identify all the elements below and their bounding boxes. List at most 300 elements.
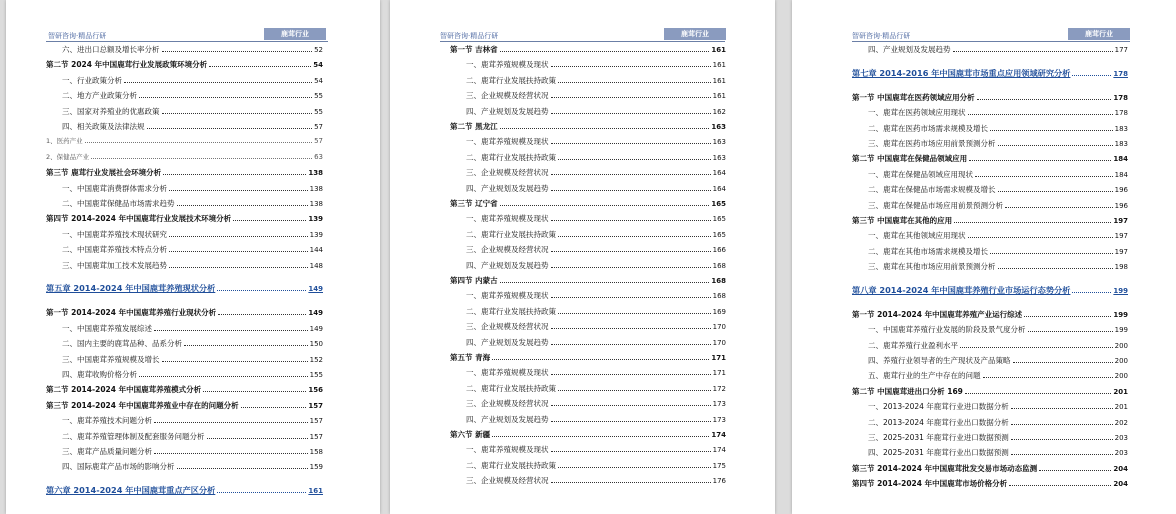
toc-chapter-link[interactable]: [46, 283, 323, 298]
toc-entry-title: 三、中国鹿茸养殖规模及增长: [62, 354, 160, 364]
toc-page-number: 176: [712, 477, 726, 486]
dot-leader: [551, 184, 711, 191]
toc-page-number: 164: [712, 169, 726, 178]
toc-entry-title: 三、鹿茸产品质量问题分析: [62, 446, 152, 456]
toc-entry-link[interactable]: [466, 244, 726, 259]
toc-entry-title: 一、中国鹿茸养殖行业发展的阶段及景气度分析: [868, 325, 1026, 335]
toc-entry-title: 第一节 吉林省: [450, 45, 498, 54]
dot-leader: [1013, 356, 1113, 363]
toc-entry-link[interactable]: [466, 321, 726, 336]
dot-leader: [998, 262, 1113, 269]
toc-entry-link[interactable]: [868, 44, 1128, 59]
toc-section-link[interactable]: [46, 59, 323, 74]
toc-entry-link[interactable]: [62, 461, 323, 476]
toc-entry-link[interactable]: [466, 475, 726, 490]
toc-entry-title: 一、鹿茸养殖规模及现状: [466, 445, 549, 455]
toc-page-number: 157: [308, 401, 323, 410]
dot-leader: [500, 199, 710, 206]
toc-section-link[interactable]: [450, 275, 726, 290]
dot-leader: [551, 168, 711, 175]
toc-entry-title: 一、鹿茸养殖规模及现状: [466, 214, 549, 224]
toc-entry-link[interactable]: [868, 123, 1128, 138]
toc-entry-title: 三、国家对养殖业的优惠政策: [62, 106, 160, 116]
toc-entry-link[interactable]: [868, 107, 1128, 122]
header-brand: 智研咨询·精品行研: [48, 32, 107, 40]
toc-page-number: 159: [309, 463, 323, 472]
toc-entry-title: 第一节 2014-2024 年中国鹿茸养殖行业现状分析: [46, 308, 217, 318]
toc-entry-title: 二、地方产业政策分析: [62, 91, 137, 101]
dot-leader: [169, 230, 308, 237]
toc-page-number: 148: [309, 261, 323, 270]
toc-entry-link[interactable]: [466, 383, 726, 398]
toc-entry-title: 二、鹿茸行业发展扶持政策: [466, 460, 556, 470]
header-badge: 鹿茸行业: [1068, 28, 1130, 40]
dot-leader: [1072, 286, 1111, 293]
toc-entry-title: 二、中国鹿茸养殖技术特点分析: [62, 245, 167, 255]
dot-leader: [147, 122, 313, 129]
toc-entry-title: 四、产业规划及发展趋势: [466, 106, 549, 116]
toc-entry-link[interactable]: [868, 200, 1128, 215]
toc-entry-link[interactable]: [466, 290, 726, 305]
toc-entry-title: 四、产业规划及发展趋势: [466, 414, 549, 424]
toc-entry-link[interactable]: [62, 431, 323, 446]
toc-page-number: 172: [712, 384, 726, 393]
toc-entry-link[interactable]: [466, 152, 726, 167]
toc-entry-link[interactable]: [868, 169, 1128, 184]
toc-entry-title: 第二节 中国鹿茸进出口分析 169: [852, 386, 963, 396]
toc-entry-title: 六、进出口总额及增长率分析: [62, 45, 160, 54]
toc-entry-title: 第二节 2024 年中国鹿茸行业发展政策环境分析: [46, 60, 208, 70]
toc-entry-link[interactable]: [62, 446, 323, 461]
dot-leader: [241, 401, 307, 408]
toc-entry-link[interactable]: [868, 138, 1128, 153]
toc-chapter-link[interactable]: [852, 285, 1128, 300]
toc-page-number: 138: [309, 184, 323, 193]
dot-leader: [968, 108, 1113, 115]
dot-leader: [218, 308, 306, 315]
dot-leader: [551, 107, 711, 114]
header-rule: [440, 41, 725, 42]
toc-section-link[interactable]: [450, 44, 726, 59]
dot-leader: [217, 486, 306, 493]
toc-entry-title: 一、中国鹿茸养殖技术现状研究: [62, 229, 167, 239]
dot-leader: [551, 445, 711, 452]
toc-entry-title: 三、企业规模及经营状况: [466, 168, 549, 178]
dot-leader: [1028, 325, 1113, 332]
toc-page-number: 171: [711, 354, 726, 362]
toc-entry-link[interactable]: [868, 324, 1128, 339]
toc-entry-title: 三、企业规模及经营状况: [466, 476, 549, 486]
toc-page-number: 155: [309, 370, 323, 379]
toc-entry-title: 二、中国鹿茸保健品市场需求趋势: [62, 199, 175, 208]
toc-entry-title: 第四节 内蒙古: [450, 276, 498, 285]
dot-leader: [968, 231, 1113, 238]
toc-page-number: 163: [712, 153, 726, 162]
toc-page-number: 166: [712, 246, 726, 255]
toc-page-number: 161: [711, 46, 726, 54]
toc-entry-link[interactable]: [868, 432, 1128, 447]
toc-page-number: 150: [309, 340, 323, 349]
toc-page-number: 55: [314, 107, 323, 116]
toc-entry-link[interactable]: [62, 244, 323, 259]
toc-entry-link[interactable]: [62, 354, 323, 369]
dot-leader: [551, 415, 711, 422]
toc-page-number: 165: [712, 215, 726, 224]
toc-page-number: 178: [1113, 69, 1128, 78]
toc-page-number: 170: [712, 338, 726, 347]
dot-leader: [998, 185, 1113, 192]
toc-entry-title: 二、鹿茸在医药市场需求规模及增长: [868, 123, 988, 133]
dot-leader: [558, 307, 711, 314]
toc-page-number: 163: [711, 123, 726, 131]
dot-leader: [977, 93, 1112, 100]
toc-entry-title: 三、企业规模及经营状况: [466, 91, 549, 101]
toc-page-number: 52: [314, 46, 323, 54]
toc-entry-link[interactable]: [868, 184, 1128, 199]
dot-leader: [209, 60, 311, 67]
toc-page-number: 161: [712, 76, 726, 85]
toc-entry-link[interactable]: [62, 198, 323, 213]
dot-leader: [233, 214, 306, 221]
toc-page-number: 204: [1113, 464, 1128, 473]
toc-chapter-link[interactable]: [46, 485, 323, 500]
toc-page-number: 204: [1113, 480, 1128, 489]
document-page-3: [792, 0, 1176, 514]
toc-page-number: 161: [712, 92, 726, 101]
toc-entry-link[interactable]: [466, 167, 726, 182]
toc-entry-link[interactable]: [466, 398, 726, 413]
toc-entry-link[interactable]: [466, 306, 726, 321]
toc-entry-link[interactable]: [466, 444, 726, 459]
toc-entry-title: 三、鹿茸在医药市场应用前景预测分析: [868, 138, 996, 148]
toc-page-number: 156: [308, 386, 323, 395]
toc-page-number: 165: [711, 200, 726, 208]
toc-entry-title: 第六节 新疆: [450, 430, 491, 439]
toc-page-number: 162: [712, 107, 726, 116]
toc-entry-link[interactable]: [868, 447, 1128, 462]
toc-entry-title: 第三节 辽宁省: [450, 199, 498, 208]
toc-entry-title: 四、2025-2031 年鹿茸行业出口数据预测: [868, 448, 1009, 458]
dot-leader: [500, 122, 710, 129]
toc-page-number: 168: [711, 277, 726, 285]
toc-page-number: 196: [1114, 201, 1128, 210]
toc-entry-link[interactable]: [62, 44, 323, 59]
toc-page-number: 197: [1113, 216, 1128, 225]
toc-page-number: 149: [309, 324, 323, 333]
toc-entry-title: 第三节 2014-2024 年中国鹿茸批发交易市场动态监测: [852, 463, 1038, 473]
toc-entry-link[interactable]: [62, 260, 323, 275]
toc-entry-title: 三、企业规模及经营状况: [466, 399, 549, 409]
toc-entry-title: 二、鹿茸在其他市场需求规模及增长: [868, 246, 988, 256]
toc-section-link[interactable]: [852, 92, 1128, 107]
toc-page-number: 168: [712, 261, 726, 270]
toc-page-number: 149: [308, 309, 323, 318]
toc-section-link[interactable]: [46, 167, 323, 182]
toc-entry-title: 第二节 黑龙江: [450, 122, 498, 131]
toc-page-number: 157: [309, 417, 323, 426]
toc-entry-title: 三、企业规模及经营状况: [466, 322, 549, 332]
toc-section-link[interactable]: [852, 215, 1128, 230]
toc-section-link[interactable]: [450, 352, 726, 367]
dot-leader: [990, 124, 1113, 131]
toc-section-link[interactable]: [46, 384, 323, 399]
toc-entry-link[interactable]: [868, 246, 1128, 261]
header-badge: 鹿茸行业: [264, 28, 326, 40]
toc-page-number: 201: [1113, 387, 1128, 396]
toc-page-number: 199: [1114, 326, 1128, 335]
toc-section-link[interactable]: [450, 429, 726, 444]
toc-page-number: 169: [712, 307, 726, 316]
toc-entry-link[interactable]: [466, 59, 726, 74]
toc-page-number: 149: [308, 285, 323, 294]
toc-section-link[interactable]: [46, 307, 323, 322]
toc-page-number: 196: [1114, 186, 1128, 195]
dot-leader: [551, 245, 711, 252]
dot-leader: [954, 216, 1111, 223]
dot-leader: [162, 107, 313, 114]
toc-entry-link[interactable]: [62, 369, 323, 384]
toc-section-link[interactable]: [852, 153, 1128, 168]
dot-leader: [500, 45, 710, 52]
toc-section-link[interactable]: [852, 386, 1128, 401]
header-brand: 智研咨询·精品行研: [852, 32, 911, 40]
toc-entry-link[interactable]: [868, 355, 1128, 370]
toc-entry-title: 一、中国鹿茸消费群体需求分析: [62, 183, 167, 193]
toc-page-number: 173: [712, 415, 726, 424]
toc-entry-link[interactable]: [46, 136, 323, 151]
toc-entry-title: 二、鹿茸行业发展扶持政策: [466, 152, 556, 162]
toc-entry-title: 二、鹿茸养殖管理体制及配套服务问题分析: [62, 431, 205, 441]
dot-leader: [983, 371, 1113, 378]
toc-page-number: 54: [314, 76, 323, 85]
toc-entry-link[interactable]: [868, 230, 1128, 245]
dot-leader: [1011, 402, 1113, 409]
toc-page-number: 201: [1114, 403, 1128, 412]
dot-leader: [139, 370, 308, 377]
toc-page-number: 163: [712, 138, 726, 147]
toc-entry-link[interactable]: [466, 136, 726, 151]
toc-entry-link[interactable]: [62, 75, 323, 90]
dot-leader: [558, 153, 711, 160]
dot-leader: [139, 91, 312, 98]
toc-entry-link[interactable]: [62, 338, 323, 353]
dot-leader: [551, 322, 711, 329]
toc-entry-title: 四、产业规划及发展趋势: [466, 260, 549, 270]
page-header: [6, 28, 380, 42]
toc-entry-title: 二、国内主要的鹿茸品种、品系分析: [62, 339, 182, 349]
toc-entry-link[interactable]: [466, 260, 726, 275]
dot-leader: [558, 230, 711, 237]
toc-entry-title: 四、相关政策及法律法规: [62, 122, 145, 131]
dot-leader: [162, 45, 313, 52]
dot-leader: [500, 276, 710, 283]
toc-entry-title: 四、鹿茸收购价格分析: [62, 369, 137, 379]
dot-leader: [1039, 464, 1111, 471]
toc-page-number: 168: [712, 292, 726, 301]
dot-leader: [492, 430, 709, 437]
page-header: [390, 28, 775, 42]
dot-leader: [169, 245, 308, 252]
dot-leader: [975, 170, 1113, 177]
toc-entry-link[interactable]: [62, 121, 323, 136]
toc-page-number: 138: [308, 169, 323, 178]
toc-entry-title: 三、2025-2031 年鹿茸行业进口数据预测: [868, 433, 1009, 443]
dot-leader: [203, 385, 306, 392]
toc-entry-title: 第三节 2014-2024 年中国鹿茸养殖业中存在的问题分析: [46, 400, 239, 410]
dot-leader: [551, 214, 711, 221]
toc-section-link[interactable]: [852, 309, 1128, 324]
dot-leader: [217, 284, 306, 291]
toc-section-link[interactable]: [450, 198, 726, 213]
toc-page-number: 164: [712, 184, 726, 193]
header-badge: 鹿茸行业: [664, 28, 726, 40]
toc-entry-title: 第四节 2014-2024 年中国鹿茸市场价格分析: [852, 479, 1008, 489]
toc-entry-link[interactable]: [466, 414, 726, 429]
dot-leader: [163, 168, 306, 175]
dot-leader: [1024, 310, 1111, 317]
toc-page-number: 144: [309, 246, 323, 255]
toc-entry-link[interactable]: [466, 337, 726, 352]
toc-entry-link[interactable]: [466, 106, 726, 121]
toc-entry-link[interactable]: [868, 401, 1128, 416]
dot-leader: [169, 261, 308, 268]
dot-leader: [551, 261, 711, 268]
toc-entry-link[interactable]: [466, 229, 726, 244]
dot-leader: [965, 387, 1111, 394]
toc-entry-link[interactable]: [62, 90, 323, 105]
toc-page-number: 202: [1114, 418, 1128, 427]
toc-entry-title: 一、鹿茸养殖规模及现状: [466, 60, 549, 70]
toc-entry-title: 四、产业规划及发展趋势: [466, 337, 549, 347]
toc-entry-link[interactable]: [466, 460, 726, 475]
toc-entry-link[interactable]: [62, 183, 323, 198]
dot-leader: [551, 60, 711, 67]
toc-entry-title: 1、医药产业: [46, 137, 83, 146]
toc-entry-title: 第二节 中国鹿茸在保健品领域应用: [852, 154, 968, 164]
toc-page-number: 138: [309, 200, 323, 208]
toc-entry-title: 一、鹿茸养殖技术问题分析: [62, 416, 152, 426]
dot-leader: [169, 184, 308, 191]
toc-entry-link[interactable]: [466, 367, 726, 382]
header-rule: [852, 41, 1130, 42]
toc-entry-title: 第七章 2014-2016 年中国鹿茸市场重点应用领域研究分析: [852, 67, 1071, 78]
toc-entry-title: 第三节 中国鹿茸在其他的应用: [852, 215, 953, 225]
toc-entry-link[interactable]: [868, 261, 1128, 276]
toc-entry-title: 四、养殖行业领导者的生产现状及产品策略: [868, 356, 1011, 366]
dot-leader: [960, 341, 1113, 348]
toc-page-number: 199: [1113, 287, 1128, 295]
dot-leader: [1011, 433, 1113, 440]
toc-section-link[interactable]: [46, 400, 323, 415]
toc-entry-title: 一、鹿茸养殖规模及现状: [466, 368, 549, 378]
toc-entry-title: 二、鹿茸行业发展扶持政策: [466, 306, 556, 316]
toc-entry-link[interactable]: [868, 370, 1128, 385]
dot-leader: [177, 199, 308, 206]
dot-leader: [492, 353, 709, 360]
toc-entry-link[interactable]: [46, 152, 323, 167]
toc-page-number: 174: [711, 431, 726, 439]
toc-entry-title: 二、鹿茸行业发展扶持政策: [466, 75, 556, 85]
toc-entry-link[interactable]: [868, 340, 1128, 355]
dot-leader: [551, 399, 711, 406]
toc-entry-link[interactable]: [868, 417, 1128, 432]
toc-section-link[interactable]: [852, 463, 1128, 478]
toc-entry-link[interactable]: [62, 106, 323, 121]
toc-page-number: 57: [314, 123, 323, 131]
toc-page-number: 200: [1114, 372, 1128, 381]
header-rule: [46, 41, 328, 42]
toc-entry-title: 二、2013-2024 年鹿茸行业出口数据分析: [868, 417, 1009, 427]
dot-leader: [1005, 201, 1113, 208]
toc-entry-title: 二、鹿茸养殖行业盈利水平: [868, 340, 958, 350]
dot-leader: [558, 384, 711, 391]
toc-entry-link[interactable]: [62, 415, 323, 430]
toc-entry-title: 第五节 青海: [450, 353, 491, 362]
dot-leader: [162, 355, 308, 362]
toc-page-number: 139: [309, 230, 323, 239]
document-page-1: [6, 0, 380, 514]
toc-section-link[interactable]: [46, 213, 323, 228]
toc-entry-link[interactable]: [466, 90, 726, 105]
toc-page-number: 57: [314, 137, 323, 146]
toc-entry-title: 一、行业政策分析: [62, 75, 122, 85]
toc-entry-title: 二、鹿茸在保健品市场需求规模及增长: [868, 185, 996, 195]
toc-entry-title: 三、中国鹿茸加工技术发展趋势: [62, 260, 167, 270]
toc-entry-link[interactable]: [62, 229, 323, 244]
dot-leader: [551, 338, 711, 345]
header-brand: 智研咨询·精品行研: [440, 32, 499, 40]
toc-entry-title: 第五章 2014-2024 年中国鹿茸养殖现状分析: [46, 283, 216, 294]
toc-page-number: 139: [308, 215, 323, 224]
toc-page-number: 157: [309, 432, 323, 441]
toc-entry-link[interactable]: [466, 213, 726, 228]
toc-entry-title: 第三节 鹿茸行业发展社会环境分析: [46, 168, 162, 178]
dot-leader: [1009, 479, 1111, 486]
dot-leader: [551, 368, 711, 375]
toc-entry-link[interactable]: [62, 323, 323, 338]
toc-chapter-link[interactable]: [852, 68, 1128, 83]
dot-leader: [558, 461, 711, 468]
toc-page-number: 200: [1114, 357, 1128, 366]
toc-page-number: 184: [1113, 155, 1128, 164]
toc-entry-title: 三、鹿茸在其他市场应用前景预测分析: [868, 262, 996, 272]
toc-page-number: 158: [309, 447, 323, 456]
dot-leader: [998, 139, 1113, 146]
toc-entry-title: 一、鹿茸养殖规模及现状: [466, 291, 549, 301]
toc-page-number: 54: [313, 61, 323, 70]
dot-leader: [85, 136, 312, 143]
dot-leader: [969, 154, 1111, 161]
toc-entry-title: 四、产业规划及发展趋势: [868, 45, 951, 54]
toc-page-number: 170: [712, 323, 726, 332]
toc-page-number: 183: [1114, 124, 1128, 133]
dot-leader: [551, 291, 711, 298]
toc-entry-title: 一、中国鹿茸养殖发展综述: [62, 323, 152, 333]
toc-page-number: 161: [712, 61, 726, 70]
document-page-2: [390, 0, 775, 514]
dot-leader: [154, 324, 308, 331]
toc-entry-title: 第二节 2014-2024 年中国鹿茸养殖模式分析: [46, 385, 202, 395]
toc-page-number: 178: [1113, 93, 1128, 102]
toc-entry-title: 二、鹿茸行业发展扶持政策: [466, 383, 556, 393]
toc-page-number: 171: [712, 369, 726, 378]
toc-section-link[interactable]: [852, 478, 1128, 493]
toc-page-number: 199: [1113, 310, 1128, 319]
dot-leader: [1072, 69, 1111, 76]
toc-entry-link[interactable]: [466, 75, 726, 90]
toc-section-link[interactable]: [450, 121, 726, 136]
toc-entry-link[interactable]: [466, 183, 726, 198]
